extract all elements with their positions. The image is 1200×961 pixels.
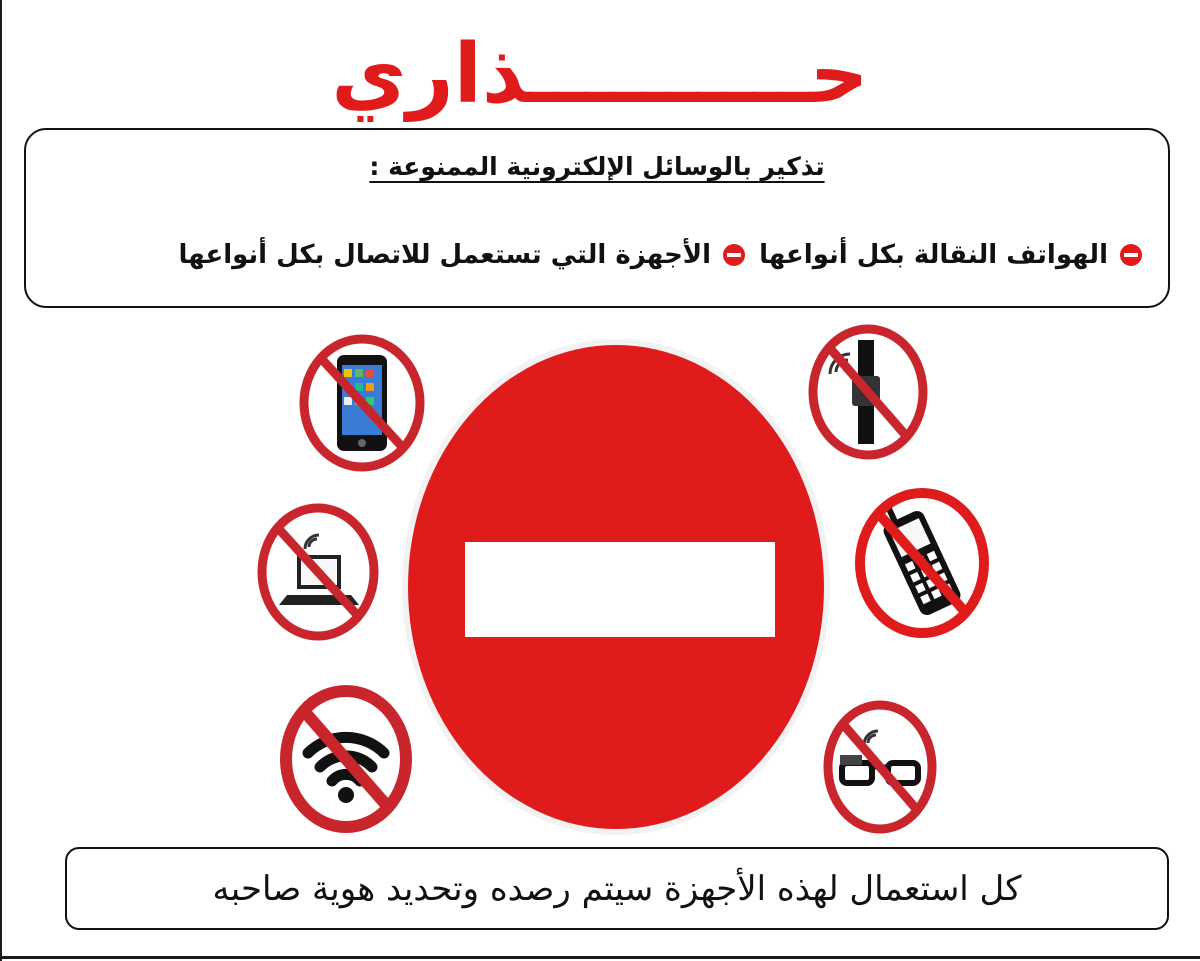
reminder-heading: تذكير بالوسائل الإلكترونية الممنوعة : [369,152,825,181]
forbidden-item [759,240,1142,270]
warning-title: حــــــــــذاري [331,27,869,122]
no-entry-sign-icon [400,337,832,837]
no-cellphone-icon [852,485,992,640]
page-border-bottom [0,956,1200,959]
reminder-box [24,128,1170,308]
no-laptop-icon [253,497,383,642]
forbidden-item-label: الأجهزة التي تستعمل للاتصال بكل أنواعها [178,240,712,270]
footer-notice-box [65,847,1169,930]
no-smart-glasses-icon [820,697,940,835]
forbidden-items-list [179,240,1142,270]
no-smartphone-icon [297,333,427,473]
footer-notice-text: كل استعمال لهذه الأجهزة سيتم رصده وتحديد هوية صاحبه [212,868,1022,909]
page-border-left [0,0,2,961]
no-smartwatch-icon [806,322,930,462]
no-entry-bullet-icon [723,244,745,266]
no-entry-bullet-icon [1120,244,1142,266]
forbidden-item-label: الهواتف النقالة بكل أنواعها [759,240,1108,270]
no-wifi-icon [276,683,416,833]
forbidden-item [179,240,746,270]
